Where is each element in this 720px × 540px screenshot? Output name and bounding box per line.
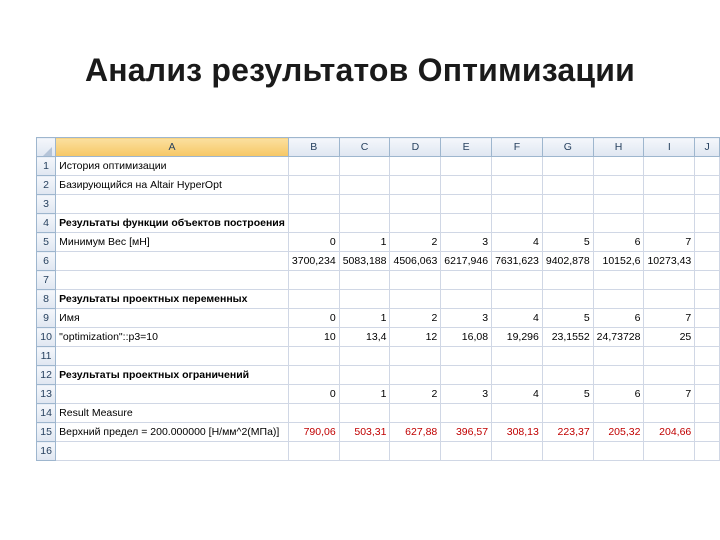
cell-g3[interactable]	[542, 195, 593, 214]
cell-c7[interactable]	[339, 271, 390, 290]
cell-j2[interactable]	[695, 176, 720, 195]
row-header[interactable]: 4	[37, 214, 56, 233]
cell-g11[interactable]	[542, 347, 593, 366]
cell-f12[interactable]	[492, 366, 543, 385]
cell-j13[interactable]	[695, 385, 720, 404]
cell-g1[interactable]	[542, 157, 593, 176]
cell-d13[interactable]: 2	[390, 385, 441, 404]
cell-d4[interactable]	[390, 214, 441, 233]
cell-c16[interactable]	[339, 442, 390, 461]
cell-c9[interactable]: 1	[339, 309, 390, 328]
cell-g5[interactable]: 5	[542, 233, 593, 252]
cell-f15[interactable]: 308,13	[492, 423, 543, 442]
cell-i4[interactable]	[644, 214, 695, 233]
cell-a1[interactable]: История оптимизации	[56, 157, 289, 176]
cell-j1[interactable]	[695, 157, 720, 176]
cell-i1[interactable]	[644, 157, 695, 176]
cell-e14[interactable]	[441, 404, 492, 423]
column-header-f[interactable]: F	[492, 138, 543, 157]
cell-c8[interactable]	[339, 290, 390, 309]
cell-b12[interactable]	[288, 366, 339, 385]
cell-j8[interactable]	[695, 290, 720, 309]
select-all-corner[interactable]	[37, 138, 56, 157]
row-header[interactable]: 16	[37, 442, 56, 461]
cell-h7[interactable]	[593, 271, 644, 290]
sheet-row	[37, 271, 720, 290]
cell-d12[interactable]	[390, 366, 441, 385]
cell-h5[interactable]: 6	[593, 233, 644, 252]
row-header[interactable]: 2	[37, 176, 56, 195]
sheet-row	[37, 252, 720, 271]
cell-f10[interactable]: 19,296	[492, 328, 543, 347]
cell-j14[interactable]	[695, 404, 720, 423]
cell-a5[interactable]: Минимум Вес [мН]	[56, 233, 289, 252]
cell-b1[interactable]	[288, 157, 339, 176]
cell-a11[interactable]	[56, 347, 289, 366]
cell-i8[interactable]	[644, 290, 695, 309]
cell-g16[interactable]	[542, 442, 593, 461]
cell-d16[interactable]	[390, 442, 441, 461]
cell-e11[interactable]	[441, 347, 492, 366]
cell-f2[interactable]	[492, 176, 543, 195]
row-header[interactable]: 12	[37, 366, 56, 385]
cell-i2[interactable]	[644, 176, 695, 195]
row-header[interactable]: 6	[37, 252, 56, 271]
cell-c11[interactable]	[339, 347, 390, 366]
cell-a8[interactable]: Результаты проектных переменных	[56, 290, 289, 309]
cell-b10[interactable]: 10	[288, 328, 339, 347]
cell-d10[interactable]: 12	[390, 328, 441, 347]
cell-j16[interactable]	[695, 442, 720, 461]
column-header-d[interactable]: D	[390, 138, 441, 157]
sheet-row	[37, 233, 720, 252]
cell-j4[interactable]	[695, 214, 720, 233]
sheet-row	[37, 214, 720, 233]
cell-e9[interactable]: 3	[441, 309, 492, 328]
cell-f13[interactable]: 4	[492, 385, 543, 404]
cell-i14[interactable]	[644, 404, 695, 423]
column-header-c[interactable]: C	[339, 138, 390, 157]
cell-a16[interactable]	[56, 442, 289, 461]
cell-b16[interactable]	[288, 442, 339, 461]
cell-c14[interactable]	[339, 404, 390, 423]
cell-h2[interactable]	[593, 176, 644, 195]
column-header-i[interactable]: I	[644, 138, 695, 157]
column-header-e[interactable]: E	[441, 138, 492, 157]
cell-f14[interactable]	[492, 404, 543, 423]
cell-b15[interactable]: 790,06	[288, 423, 339, 442]
cell-e3[interactable]	[441, 195, 492, 214]
cell-e4[interactable]	[441, 214, 492, 233]
cell-g2[interactable]	[542, 176, 593, 195]
cell-b13[interactable]: 0	[288, 385, 339, 404]
cell-h8[interactable]	[593, 290, 644, 309]
sheet-row	[37, 385, 720, 404]
cell-i9[interactable]: 7	[644, 309, 695, 328]
cell-e2[interactable]	[441, 176, 492, 195]
cell-f3[interactable]	[492, 195, 543, 214]
row-header[interactable]: 9	[37, 309, 56, 328]
sheet-row	[37, 366, 720, 385]
cell-h16[interactable]	[593, 442, 644, 461]
cell-f5[interactable]: 4	[492, 233, 543, 252]
column-header-g[interactable]: G	[542, 138, 593, 157]
cell-d2[interactable]	[390, 176, 441, 195]
cell-e8[interactable]	[441, 290, 492, 309]
cell-h1[interactable]	[593, 157, 644, 176]
cell-d3[interactable]	[390, 195, 441, 214]
cell-c4[interactable]	[339, 214, 390, 233]
cell-c6[interactable]: 5083,188	[339, 252, 390, 271]
sheet-row	[37, 423, 720, 442]
cell-b9[interactable]: 0	[288, 309, 339, 328]
column-header-a[interactable]: A	[56, 138, 289, 157]
cell-f9[interactable]: 4	[492, 309, 543, 328]
cell-a12[interactable]: Результаты проектных ограничений	[56, 366, 289, 385]
cell-c2[interactable]	[339, 176, 390, 195]
cell-a3[interactable]	[56, 195, 289, 214]
column-header-h[interactable]: H	[593, 138, 644, 157]
cell-d11[interactable]	[390, 347, 441, 366]
cell-i7[interactable]	[644, 271, 695, 290]
cell-b2[interactable]	[288, 176, 339, 195]
row-header[interactable]: 11	[37, 347, 56, 366]
row-header[interactable]: 14	[37, 404, 56, 423]
sheet-row	[37, 176, 720, 195]
cell-g10[interactable]: 23,1552	[542, 328, 593, 347]
row-header[interactable]: 10	[37, 328, 56, 347]
sheet-row	[37, 328, 720, 347]
cell-i6[interactable]: 10273,43	[644, 252, 695, 271]
cell-h9[interactable]: 6	[593, 309, 644, 328]
cell-g6[interactable]: 9402,878	[542, 252, 593, 271]
cell-b4[interactable]	[288, 214, 339, 233]
cell-f7[interactable]	[492, 271, 543, 290]
cell-e6[interactable]: 6217,946	[441, 252, 492, 271]
cell-d1[interactable]	[390, 157, 441, 176]
cell-b3[interactable]	[288, 195, 339, 214]
cell-j11[interactable]	[695, 347, 720, 366]
sheet-row	[37, 195, 720, 214]
cell-a13[interactable]	[56, 385, 289, 404]
cell-f16[interactable]	[492, 442, 543, 461]
cell-g8[interactable]	[542, 290, 593, 309]
cell-c10[interactable]: 13,4	[339, 328, 390, 347]
cell-a6[interactable]	[56, 252, 289, 271]
cell-a2[interactable]: Базирующийся на Altair HyperOpt	[56, 176, 289, 195]
cell-e12[interactable]	[441, 366, 492, 385]
slide-title: Анализ результатов Оптимизации	[84, 52, 636, 88]
sheet-row	[37, 347, 720, 366]
cell-f1[interactable]	[492, 157, 543, 176]
cell-c5[interactable]: 1	[339, 233, 390, 252]
cell-h6[interactable]: 10152,6	[593, 252, 644, 271]
cell-i5[interactable]: 7	[644, 233, 695, 252]
cell-g15[interactable]: 223,37	[542, 423, 593, 442]
cell-j3[interactable]	[695, 195, 720, 214]
cell-j5[interactable]	[695, 233, 720, 252]
cell-g14[interactable]	[542, 404, 593, 423]
cell-h10[interactable]: 24,73728	[593, 328, 644, 347]
cell-a14[interactable]: Result Measure	[56, 404, 289, 423]
cell-f8[interactable]	[492, 290, 543, 309]
cell-d14[interactable]	[390, 404, 441, 423]
cell-c15[interactable]: 503,31	[339, 423, 390, 442]
cell-g7[interactable]	[542, 271, 593, 290]
cell-i16[interactable]	[644, 442, 695, 461]
cell-g9[interactable]: 5	[542, 309, 593, 328]
row-header[interactable]: 1	[37, 157, 56, 176]
cell-h11[interactable]	[593, 347, 644, 366]
cell-h4[interactable]	[593, 214, 644, 233]
cell-g4[interactable]	[542, 214, 593, 233]
cell-d9[interactable]: 2	[390, 309, 441, 328]
row-header[interactable]: 13	[37, 385, 56, 404]
row-header[interactable]: 3	[37, 195, 56, 214]
cell-e10[interactable]: 16,08	[441, 328, 492, 347]
cell-h14[interactable]	[593, 404, 644, 423]
cell-a10[interactable]: "optimization"::p3=10	[56, 328, 289, 347]
cell-c1[interactable]	[339, 157, 390, 176]
row-header[interactable]: 7	[37, 271, 56, 290]
cell-i10[interactable]: 25	[644, 328, 695, 347]
cell-i11[interactable]	[644, 347, 695, 366]
sheet-row	[37, 404, 720, 423]
row-header[interactable]: 8	[37, 290, 56, 309]
row-header[interactable]: 5	[37, 233, 56, 252]
cell-d8[interactable]	[390, 290, 441, 309]
sheet-row	[37, 442, 720, 461]
cell-c3[interactable]	[339, 195, 390, 214]
cell-b7[interactable]	[288, 271, 339, 290]
row-header[interactable]: 15	[37, 423, 56, 442]
cell-e15[interactable]: 396,57	[441, 423, 492, 442]
sheet-row	[37, 290, 720, 309]
cell-c13[interactable]: 1	[339, 385, 390, 404]
column-header-j[interactable]: J	[695, 138, 720, 157]
cell-b5[interactable]: 0	[288, 233, 339, 252]
cell-i12[interactable]	[644, 366, 695, 385]
cell-j6[interactable]	[695, 252, 720, 271]
cell-h3[interactable]	[593, 195, 644, 214]
cell-i15[interactable]: 204,66	[644, 423, 695, 442]
cell-d6[interactable]: 4506,063	[390, 252, 441, 271]
cell-h15[interactable]: 205,32	[593, 423, 644, 442]
spreadsheet-grid	[36, 137, 720, 461]
cell-i13[interactable]: 7	[644, 385, 695, 404]
cell-c12[interactable]	[339, 366, 390, 385]
cell-a4[interactable]: Результаты функции объектов построения	[56, 214, 289, 233]
cell-e5[interactable]: 3	[441, 233, 492, 252]
cell-j10[interactable]	[695, 328, 720, 347]
cell-g13[interactable]: 5	[542, 385, 593, 404]
cell-g12[interactable]	[542, 366, 593, 385]
cell-a15[interactable]: Верхний предел = 200.000000 [Н/мм^2(МПа)]	[56, 423, 289, 442]
cell-f4[interactable]	[492, 214, 543, 233]
cell-e7[interactable]	[441, 271, 492, 290]
cell-d15[interactable]: 627,88	[390, 423, 441, 442]
cell-i3[interactable]	[644, 195, 695, 214]
cell-e13[interactable]: 3	[441, 385, 492, 404]
cell-b11[interactable]	[288, 347, 339, 366]
cell-j12[interactable]	[695, 366, 720, 385]
cell-j7[interactable]	[695, 271, 720, 290]
cell-e1[interactable]	[441, 157, 492, 176]
cell-b8[interactable]	[288, 290, 339, 309]
cell-d7[interactable]	[390, 271, 441, 290]
sheet-row	[37, 309, 720, 328]
cell-f6[interactable]: 7631,623	[492, 252, 543, 271]
cell-e16[interactable]	[441, 442, 492, 461]
cell-f11[interactable]	[492, 347, 543, 366]
cell-j9[interactable]	[695, 309, 720, 328]
cell-a7[interactable]	[56, 271, 289, 290]
cell-b6[interactable]: 3700,234	[288, 252, 339, 271]
cell-a9[interactable]: Имя	[56, 309, 289, 328]
cell-j15[interactable]	[695, 423, 720, 442]
cell-b14[interactable]	[288, 404, 339, 423]
cell-d5[interactable]: 2	[390, 233, 441, 252]
cell-h12[interactable]	[593, 366, 644, 385]
cell-h13[interactable]: 6	[593, 385, 644, 404]
sheet-row	[37, 157, 720, 176]
column-header-b[interactable]: B	[288, 138, 339, 157]
